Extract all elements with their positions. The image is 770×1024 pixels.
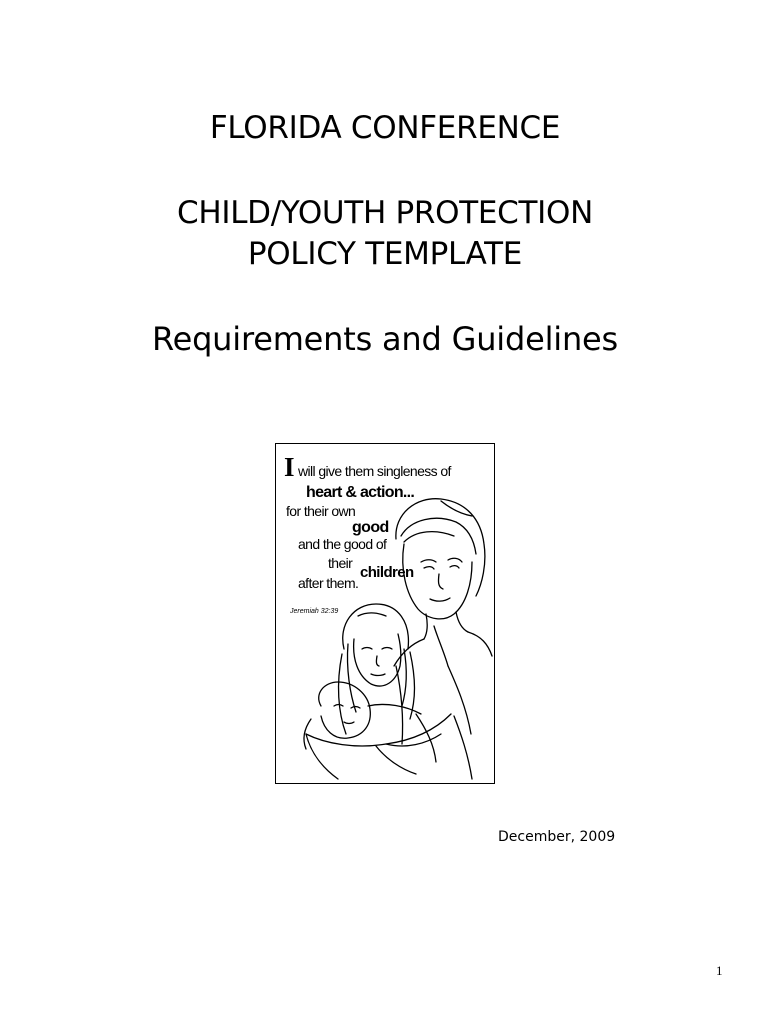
cover-illustration (275, 443, 495, 784)
verse-line: heart & action... (306, 484, 415, 501)
verse-reference: Jeremiah 32:39 (290, 608, 339, 615)
verse-line: for their own (286, 503, 356, 519)
verse-line: good (352, 519, 389, 536)
verse-initial: I (284, 452, 295, 482)
verse-line: and the good of (298, 536, 387, 552)
document-title-line-3: POLICY TEMPLATE (247, 236, 523, 272)
verse-line: will give them singleness of (298, 463, 451, 479)
verse-line: children (360, 564, 414, 581)
page-number: 1 (716, 963, 723, 978)
document-subtitle: Requirements and Guidelines (151, 320, 618, 358)
document-title-line-1: FLORIDA CONFERENCE (209, 110, 561, 146)
document-title-line-2: CHILD/YOUTH PROTECTION (177, 195, 593, 231)
verse-line: their (328, 555, 353, 571)
document-date: December, 2009 (498, 829, 616, 845)
verse-line: after them. (298, 575, 359, 591)
